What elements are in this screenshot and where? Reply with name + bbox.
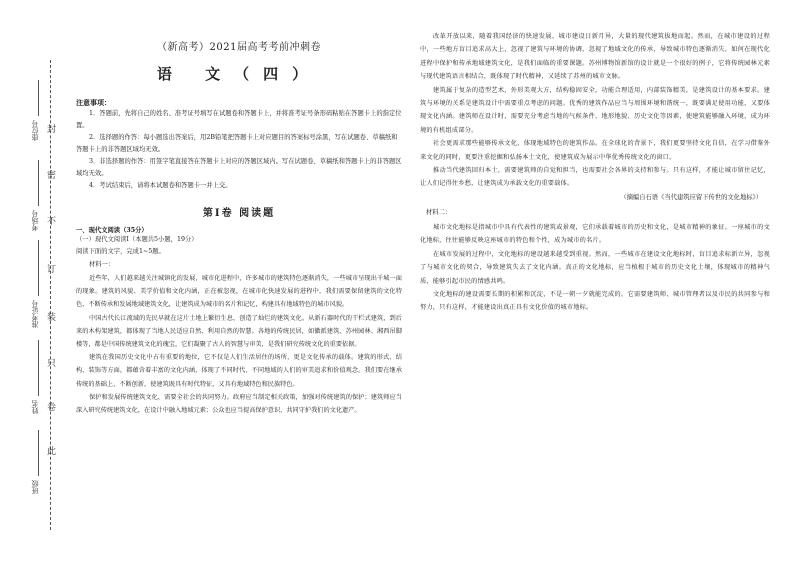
seat-number-label: 座位号 <box>31 120 39 141</box>
exam-title: （新高考）2021届高考考前冲刺卷 <box>157 42 321 53</box>
margin-word-zhuang: 装 <box>47 313 57 323</box>
margin-word-zhi: 只 <box>47 359 57 369</box>
left-column <box>76 30 402 550</box>
material-2-paragraph: 在城市发展的过程中，文化地标的建设越来越受到重视。然而，一些城市在建设文化地标时，盲目追求标新立异，忽视了与城市文化的契合，导致建筑失去了文化内涵。真正的文化地标，应当植根于城市的历史文化土壤，体现城市的精神气质，能够引起市民的情感共鸣。 <box>420 250 770 285</box>
left-paragraph: 中国古代长江流域的先民早就在这片土地上繁衍生息，创造了灿烂的建筑文化。从新石器时代的干栏式建筑，到后来的木构架建筑，都体现了当地人民适应自然、利用自然的智慧。各地的传统民居，如徽派建筑、苏州园林、湘西吊脚楼等，都是中国传统建筑文化的瑰宝，它们凝聚了古人的智慧与审美，是我们研究传统文化的重要依据。 <box>76 314 402 349</box>
margin-word-mi: 密 <box>47 171 57 181</box>
class-label: 班级 <box>31 480 39 494</box>
material-2-label: 材料二： <box>426 208 452 216</box>
margin-word-juan: 卷 <box>47 403 57 413</box>
right-paragraph: 社会更需求那些能够传承文化、体现地域特色的建筑作品。在全球化的背景下，我们更要坚持文化自信，在学习借鉴外来文化的同时，更要注重挖掘和弘扬本土文化，使建筑成为展示中华优秀传统文化的窗口。 <box>420 140 770 161</box>
exam-room-blank <box>38 160 39 206</box>
notes-heading: 注意事项： <box>76 98 111 107</box>
margin-word-ding: 订 <box>47 265 57 275</box>
left-paragraph: 近些年，人们越来越关注城镇化的发展，城市化进程中，许多城市的建筑特色逐渐消失，一些城市呈现出千城一面的现象。建筑的风貌、美学价值和文化内涵，正在被忽视，在城市化快速发展的进程中，我们需要保留建筑的文化特色，不断传承和发展地域建筑文化，让建筑成为城市的名片和记忆，构建具有地域特色的城市风貌。 <box>76 275 402 309</box>
section-heading: 一、现代文阅读（35分） <box>76 227 148 234</box>
material-2-paragraph: 文化地标的建设需要长期的积累和沉淀，不是一朝一夕就能完成的。它需要建筑师、城市管理者以及市民的共同参与和努力，只有这样，才能建设出真正具有文化价值的城市地标。 <box>420 290 770 312</box>
left-paragraph: 建筑在我国历史文化中占有重要的地位，它不仅是人们生活居住的场所，更是文化传承的载体。建筑的形式、结构、装饰等方面，都蕴含着丰富的文化内涵，体现了不同时代、不同地域的人们的审美追求和价值观念。我们要在继承传统的基础上，不断创新，使建筑既具有时代特征，又具有地域特色和民族特色。 <box>76 354 402 388</box>
name-label: 姓名 <box>31 400 39 414</box>
left-paragraph: 保护和发展传统建筑文化，需要全社会的共同努力。政府应当制定相关政策，加强对传统建筑的保护；建筑师应当深入研究传统建筑文化，在设计中融入地域元素；公众也应当提高保护意识，共同守护我们的文化遗产。 <box>76 393 402 415</box>
admission-number-label: 准考证号 <box>31 300 39 328</box>
right-paragraph: 推动当代建筑回归本土，需要建筑师的自觉和担当，也需要社会各界的支持和参与。只有这样，才能让城市留住记忆，让人们记得住乡愁，让建筑成为承载文化的重要载体。 <box>420 167 770 188</box>
margin-word-bu: 不 <box>47 217 57 227</box>
seat-number-blank <box>38 80 39 116</box>
admission-number-blank <box>38 240 39 296</box>
note-item-1: 1．答题前，先将自己的姓名、准考证号填写在试题卷和答题卡上，并将准考证号条形码粘贴在答题卡上的指定位置。 <box>76 110 402 129</box>
note-item-3: 3．非选择题的作答：用签字笔直接答在答题卡上对应的答题区域内。写在试题卷、草稿纸和答题卡上的非答题区域均无效。 <box>76 158 402 177</box>
right-paragraph: 建筑属于复杂的造型艺术，外形美观大方，结构稳固安全，功能合理适用，内部装饰精美，是建筑设计的基本要求。建筑与环境的关系是建筑设计中需要重点考虑的问题。优秀的建筑作品应当与周围环境和谐统一，既要满足使用功能，又要体现文化内涵。建筑师在设计时，需要充分考虑当地的气候条件、地形地貌、历史文化等因素，使建筑能够融入环境，成为环境的有机组成部分。 <box>420 86 770 134</box>
material-1-label: 材料一： <box>89 261 115 268</box>
margin-word-ci: 此 <box>47 447 57 457</box>
right-paragraph: 改革开放以来，随着我国经济的快速发展，城市建设日新月异，大量的现代建筑拔地而起。然而，在城市建设的过程中，一些地方盲目追求高大上，忽视了建筑与环境的协调，忽视了地域文化的传承，导致城市特色逐渐消失。如何在现代化进程中保护和传承地域建筑文化，是我们面临的重要课题。苏州博物馆新馆的设计就是一个很好的例子，它将传统园林元素与现代建筑语言相结合，既体现了时代精神，又延续了苏州的城市文脉。 <box>420 33 770 81</box>
binding-margin <box>0 0 70 562</box>
subject-title: 语 文（四） <box>156 65 322 83</box>
exam-room-label: 考场号 <box>31 210 39 231</box>
margin-word-feng: 封 <box>47 125 57 135</box>
note-item-2: 2．选择题的作答：每小题选出答案后，用2B铅笔把答题卡上对应题目的答案标号涂黑，写在试题卷、草稿纸和答题卡上的非答题区域均无效。 <box>76 134 398 153</box>
volume-title: 第Ⅰ卷 阅读题 <box>202 208 276 219</box>
material-2-paragraph: 城市文化地标是指城市中具有代表性的建筑或景观，它们承载着城市的历史和文化，是城市精神的象征。一座城市的文化地标，往往能够反映这座城市的特色和个性，成为城市的名片。 <box>420 223 770 245</box>
note-item-4: 4．考试结束后，请将本试题卷和答题卡一并上交。 <box>89 182 232 189</box>
name-blank <box>38 340 39 396</box>
subsection-heading: （一）现代文阅读Ⅰ（本题共5小题，19分） <box>76 236 198 243</box>
reading-instruction: 阅读下面的文字，完成1~5题。 <box>76 248 165 255</box>
right-column <box>420 30 770 550</box>
class-blank <box>38 430 39 476</box>
source-citation: （摘编自石语《当代建筑应留下传世的文化地标》） <box>620 193 762 201</box>
